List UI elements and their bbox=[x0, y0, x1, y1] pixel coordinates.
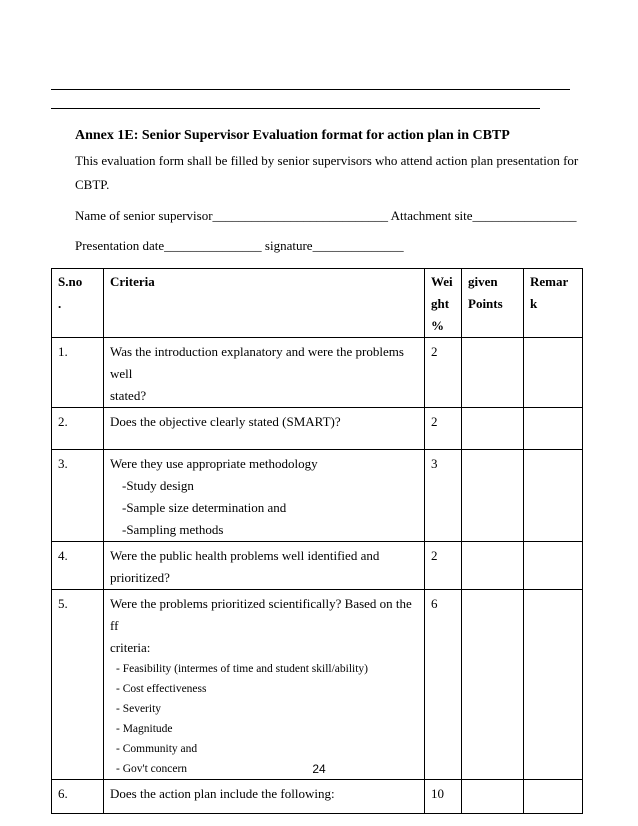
criteria-cell: Were the problems prioritized scientifically? Based on the ff criteria: - Feasibility (intermes of time and student skill/ability) - Cost effectiveness - Severity - Magnitude - Community and - Gov't concern bbox=[104, 590, 425, 780]
row-number: 2. bbox=[52, 408, 104, 450]
row-number: 1. bbox=[52, 338, 104, 408]
page-number: 24 bbox=[312, 762, 326, 776]
given-points-cell bbox=[462, 450, 524, 542]
header-criteria: Criteria bbox=[104, 269, 425, 338]
criteria-subitem: - Gov't concern bbox=[116, 763, 188, 775]
given-points-cell bbox=[462, 408, 524, 450]
remark-cell bbox=[524, 338, 583, 408]
given-points-cell bbox=[462, 542, 524, 590]
weight-cell: 2 bbox=[425, 542, 462, 590]
weight-cell: 6 bbox=[425, 590, 462, 780]
remark-cell bbox=[524, 450, 583, 542]
criteria-item: -Study design bbox=[122, 478, 194, 493]
criteria-subitem: - Cost effectiveness bbox=[116, 683, 207, 695]
remark-cell bbox=[524, 780, 583, 814]
row-number: 4. bbox=[52, 542, 104, 590]
supervisor-name-field: Name of senior supervisor___________________________ Attachment site________________ bbox=[75, 208, 577, 223]
header-weight: Wei ght % bbox=[425, 269, 462, 338]
header-remark: Remar k bbox=[524, 269, 583, 338]
presentation-date-field: Presentation date_______________ signature______________ bbox=[75, 238, 404, 253]
criteria-subitem: - Magnitude bbox=[116, 723, 173, 735]
table-row bbox=[52, 408, 583, 450]
given-points-cell bbox=[462, 338, 524, 408]
header-sno: S.no . bbox=[52, 269, 104, 338]
weight-cell: 10 bbox=[425, 780, 462, 814]
table-row bbox=[52, 450, 583, 542]
criteria-cell: Was the introduction explanatory and were the problems well stated? bbox=[104, 338, 425, 408]
row-number: 3. bbox=[52, 450, 104, 542]
annex-title: Annex 1E: Senior Supervisor Evaluation format for action plan in CBTP bbox=[75, 128, 510, 143]
evaluation-table bbox=[51, 268, 583, 814]
criteria-subitem: - Community and bbox=[116, 743, 198, 755]
table-row bbox=[52, 338, 583, 408]
weight-cell: 2 bbox=[425, 408, 462, 450]
header-rule-bottom bbox=[51, 108, 540, 109]
weight-cell: 3 bbox=[425, 450, 462, 542]
remark-cell bbox=[524, 408, 583, 450]
intro-text-line2: CBTP. bbox=[75, 177, 110, 192]
given-points-cell bbox=[462, 780, 524, 814]
row-number: 5. bbox=[52, 590, 104, 780]
remark-cell bbox=[524, 590, 583, 780]
criteria-cell: Were the public health problems well identified and prioritized? bbox=[104, 542, 425, 590]
criteria-subitem: - Severity bbox=[116, 703, 162, 715]
criteria-item: -Sample size determination and bbox=[122, 500, 287, 515]
given-points-cell bbox=[462, 590, 524, 780]
row-number: 6. bbox=[52, 780, 104, 814]
table-row bbox=[52, 780, 583, 814]
criteria-item: -Sampling methods bbox=[122, 522, 224, 537]
criteria-cell: Were they use appropriate methodology -Study design -Sample size determination and -Sampling methods bbox=[104, 450, 425, 542]
table-header-row bbox=[52, 269, 583, 338]
criteria-cell: Does the objective clearly stated (SMART)? bbox=[104, 408, 425, 450]
table-row bbox=[52, 590, 583, 780]
header-rule-top bbox=[51, 89, 570, 90]
table-row bbox=[52, 542, 583, 590]
criteria-cell: Does the action plan include the following: bbox=[104, 780, 425, 814]
criteria-subitem: - Feasibility (intermes of time and student skill/ability) bbox=[116, 663, 369, 675]
intro-text-line1: This evaluation form shall be filled by senior supervisors who attend action plan presentation for bbox=[75, 153, 579, 168]
remark-cell bbox=[524, 542, 583, 590]
header-given-points: given Points bbox=[462, 269, 524, 338]
weight-cell: 2 bbox=[425, 338, 462, 408]
